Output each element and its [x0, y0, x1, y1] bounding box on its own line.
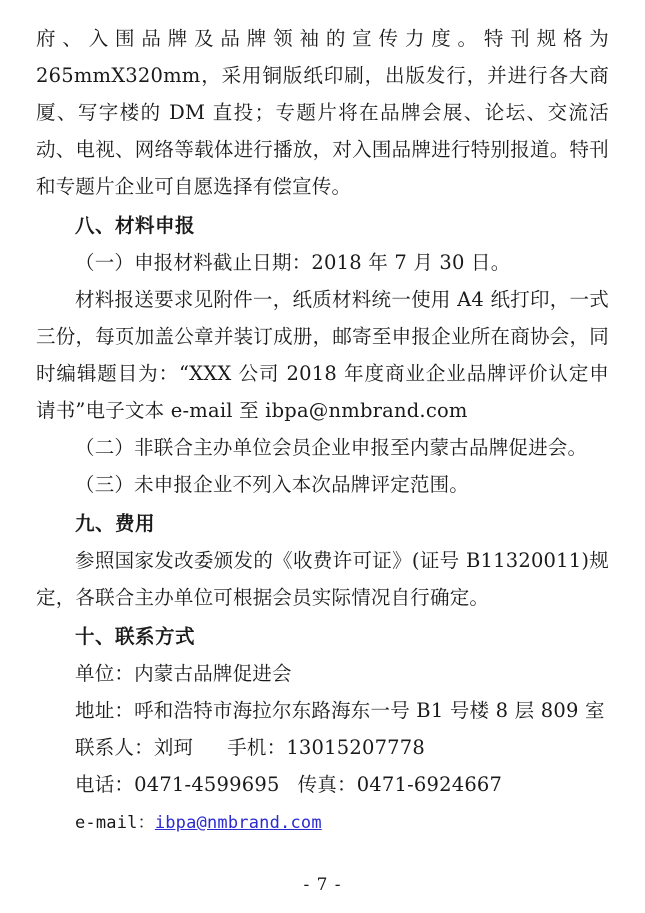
- contact-phone-fax: [36, 766, 609, 803]
- contact-fax-value: 0471-6924667: [356, 773, 503, 796]
- contact-email-label: e-mail：: [75, 813, 155, 833]
- contact-person-mobile: [36, 729, 609, 766]
- contact-phone-label: 电话：: [75, 773, 135, 796]
- contact-person-label: 联系人：: [75, 736, 154, 759]
- contact-phone-value: 0471-4599695: [134, 773, 280, 796]
- page-number: - 7 -: [303, 875, 342, 895]
- contact-email-link[interactable]: ibpa@nmbrand.com: [154, 813, 322, 833]
- contact-address-label: 地址：: [75, 699, 135, 722]
- contact-mobile-label: 手机：: [227, 736, 287, 759]
- contact-unit: [36, 655, 609, 692]
- contact-fax-label: 传真：: [297, 773, 357, 796]
- paragraph-undeclared-exclusion: （三）未申报企业不列入本次品牌评定范围。: [75, 473, 470, 496]
- section-heading-fees: 九、费用: [75, 512, 156, 535]
- section-heading-material-declaration: 八、材料申报: [75, 214, 196, 237]
- paragraph-non-member-declaration: （二）非联合主办单位会员企业申报至内蒙古品牌促进会。: [75, 436, 588, 459]
- contact-email: [36, 803, 609, 842]
- contact-unit-value: 内蒙古品牌促进会: [134, 662, 292, 685]
- section-heading-contact: 十、联系方式: [75, 625, 196, 648]
- contact-mobile-value: 13015207778: [286, 736, 425, 759]
- contact-address: [36, 692, 609, 729]
- contact-person-value: 刘珂: [153, 736, 194, 759]
- paragraph-deadline: （一）申报材料截止日期：2018 年 7 月 30 日。: [75, 251, 511, 274]
- paragraph-submission-requirements: 材料报送要求见附件一，纸质材料统一使用 A4 纸打印，一式三份，每页加盖公章并装订成册，邮寄至申报企业所在商协会，同时编辑题目为：“XXX 公司 2018 年度商业企业品牌评价认定申请书”电子文本 e-mail 至 ibpa@nmbrand.com: [36, 288, 609, 422]
- paragraph-fee-basis: 参照国家发改委颁发的《收费许可证》(证号 B11320011)规定，各联合主办单位可根据会员实际情况自行确定。: [36, 549, 609, 609]
- contact-unit-label: 单位：: [75, 662, 135, 685]
- opening-paragraph: 府、入围品牌及品牌领袖的宣传力度。特刊规格为 265mmX320mm，采用铜版纸印刷，出版发行，并进行各大商厦、写字楼的 DM 直投；专题片将在品牌会展、论坛、交流活动、电视、网络等载体进行播放，对入围品牌进行特别报道。特刊和专题片企业可自愿选择有偿宣传。: [36, 27, 609, 198]
- contact-address-value: 呼和浩特市海拉尔东路海东一号 B1 号楼 8 层 809 室: [134, 699, 605, 722]
